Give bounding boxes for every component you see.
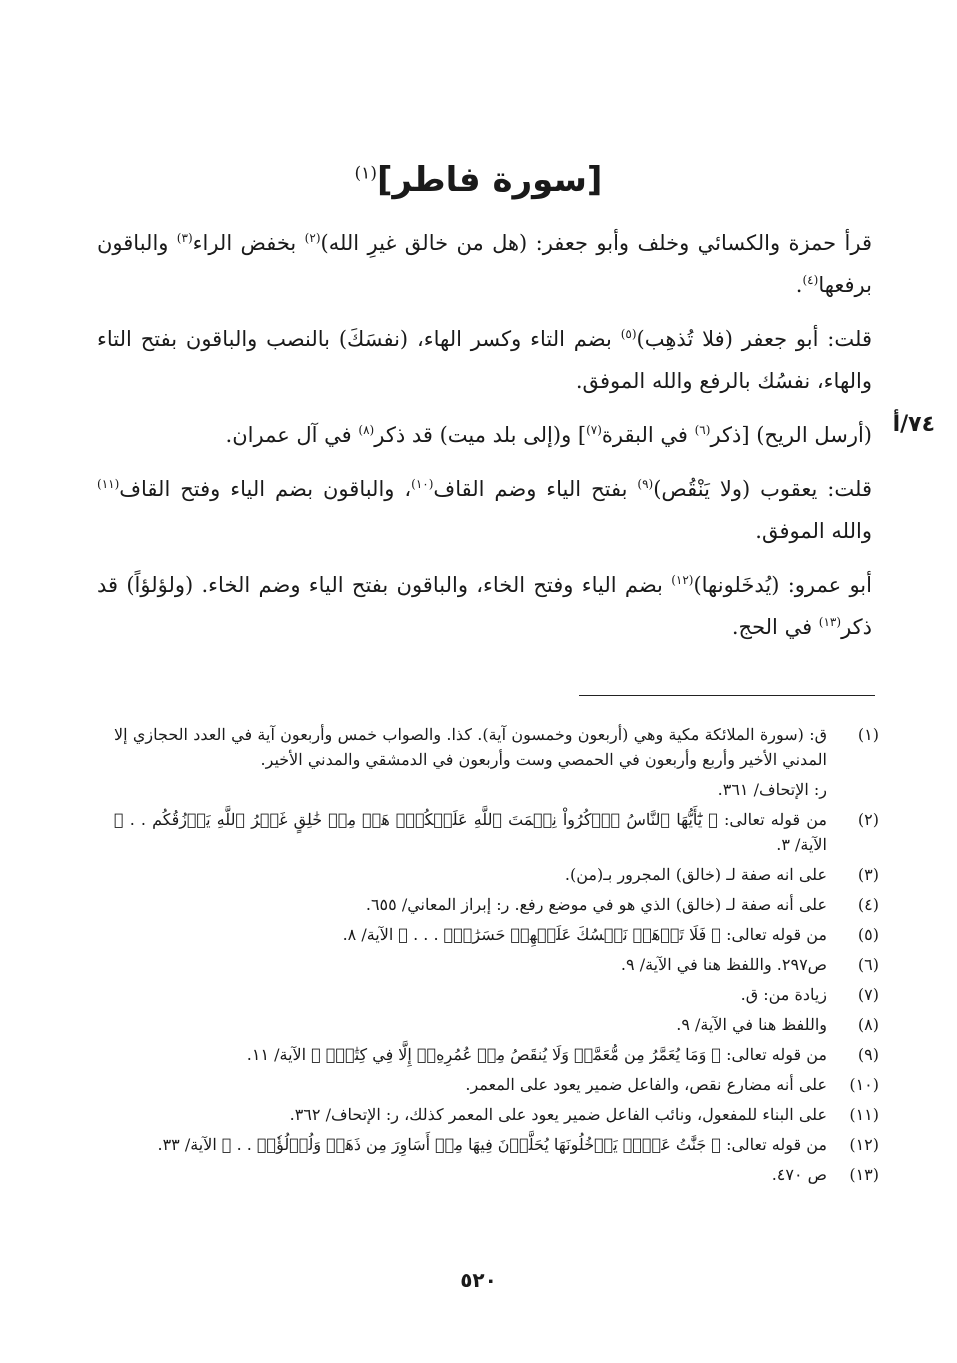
footnote-marker: (١١) — [97, 477, 120, 491]
paragraph-text: بضم التاء وكسر الهاء، (نفسَكَ) بالنصب والباقون بفتح التاء والهاء، نفسُك بالرفع والله الموفق. — [97, 327, 872, 393]
footnote-text: على البناء للمفعول، ونائب الفاعل ضمير يعود على المعمر كذلك، ر: الإتحاف/ ٣٦٢. — [289, 1105, 827, 1124]
footnote-number: (٣) — [857, 865, 879, 884]
footnote-number: (٧) — [857, 985, 879, 1004]
footnote-item — [114, 722, 879, 772]
page-number: ٥٢٠ — [460, 1268, 497, 1292]
footnote-number: (٤) — [857, 895, 879, 914]
footnote-text: من قوله تعالى: ﴿ يَٰٓأَيُّهَا ٱلنَّاسُ ٱذۡكُرُواْ نِعۡمَتَ ٱللَّهِ عَلَيۡكُمۡۚ هَلۡ مِنۡ خَٰلِقٍ غَيۡرُ ٱللَّهِ يَرۡزُقُكُم . . ﴾ الآية/ ٣. — [114, 810, 827, 854]
footnote-marker: (٣) — [176, 231, 193, 245]
title-footnote-marker: (١) — [354, 163, 377, 184]
paragraph-text: بضم الياء وفتح الخاء، والباقون بفتح الياء وضم الخاء. (ولؤلؤاً) قد ذكر — [97, 573, 872, 639]
footnote-number: (١٣) — [849, 1165, 879, 1184]
footnote-marker: (٨) — [358, 423, 375, 437]
footnote-item — [114, 922, 879, 947]
paragraph-text: أبو عمرو: (يُدخَلونها) — [693, 573, 872, 597]
paragraph-text: . — [795, 273, 803, 297]
footnote-number: (١١) — [849, 1105, 879, 1124]
footnote-number: (١٠) — [849, 1075, 879, 1094]
main-text — [97, 222, 872, 660]
footnote-item — [114, 1132, 879, 1157]
footnote-text: زيادة من: ق. — [740, 985, 827, 1004]
footnote-marker: (٢) — [304, 231, 321, 245]
footnote-item — [114, 892, 879, 917]
footnote-item — [114, 1102, 879, 1127]
footnote-number: (٥) — [857, 925, 879, 944]
surah-title-text: [سورة فاطر] — [376, 160, 603, 200]
footnote-divider — [579, 695, 875, 696]
footnote-text: ص ٤٧٠. — [771, 1165, 827, 1184]
footnote-number: (٦) — [857, 955, 879, 974]
paragraph-5 — [97, 564, 872, 648]
footnote-item — [114, 952, 879, 977]
footnote-marker: (١٣) — [818, 615, 842, 629]
footnote-item — [114, 807, 879, 857]
paragraph-3 — [97, 414, 872, 456]
footnote-text: على أنه صفة لـ (خالق) الذي هو في موضع رفع. ر: إبراز المعاني/ ٦٥٥. — [365, 895, 827, 914]
footnote-text: من قوله تعالى: ﴿ وَمَا يُعَمَّرُ مِن مُّعَمَّرٖ وَلَا يُنقَصُ مِنۡ عُمُرِهِۦٓ إِلَّا فِي كِتَٰبٍۚ ﴾ الآية/ ١١. — [246, 1045, 827, 1064]
footnote-item — [114, 1042, 879, 1067]
footnote-text: واللفظ هنا في الآية/ ٩. — [676, 1015, 827, 1034]
paragraph-text: في آل عمران. — [225, 423, 359, 447]
footnote-marker: (٥) — [620, 327, 637, 341]
paragraph-text: والله الموفق. — [755, 519, 872, 543]
paragraph-text: في البقرة — [601, 423, 695, 447]
footnote-item — [114, 982, 879, 1007]
footnote-item — [114, 862, 879, 887]
footnote-text: ص٢٩٧. واللفظ هنا في الآية/ ٩. — [620, 955, 827, 974]
paragraph-text: في الحج. — [731, 615, 819, 639]
footnote-text: من قوله تعالى: ﴿ فَلَا تَذۡهَبۡ نَفۡسُكَ عَلَيۡهِمۡ حَسَرَٰتٍۚ . . . ﴾ الآية/ ٨. — [342, 925, 827, 944]
footnote-marker: (٦) — [694, 423, 711, 437]
paragraph-text: قلت: أبو جعفر (فلا تُذهِب) — [636, 327, 872, 351]
paragraph-text: ] و(إلى بلد ميت) قد ذكر — [374, 423, 587, 447]
footnote-reference: ر: الإتحاف/ ٣٦١. — [717, 780, 827, 799]
footnote-text: على انه صفة لـ (خالق) المجرور بـ(من). — [564, 865, 827, 884]
footnote-text: ق: (سورة الملائكة مكية وهي (أربعون وخمسون آية). كذا. والصواب خمس وأربعون آية في العدد الحجازي إلا المدني الأخير وأربع وأربعون في الحمصي وست وأربعون في الدمشقي والمدني الأخير. — [114, 725, 827, 769]
footnote-marker: (١٢) — [671, 573, 694, 587]
paragraph-4 — [97, 468, 872, 552]
footnote-text: من قوله تعالى: ﴿ جَنَّٰتُ عَدۡنٖ يَدۡخُلُونَهَا يُحَلَّوۡنَ فِيهَا مِنۡ أَسَاوِرَ مِن ذَهَبٖ وَلُؤۡلُؤٗاۖ . . ﴾ الآية/ ٣٣. — [157, 1135, 827, 1154]
footnote-marker: (٤) — [802, 273, 819, 287]
paragraph-text: قلت: يعقوب (ولا يَنْقُص) — [653, 477, 872, 501]
footnote-item — [114, 1162, 879, 1187]
paragraph-text: (أرسل الريح) [ذكر — [710, 423, 872, 447]
footnote-number: (٨) — [857, 1015, 879, 1034]
paragraph-1 — [97, 222, 872, 306]
footnote-marker: (١٠) — [411, 477, 434, 491]
footnote-number: (١٢) — [849, 1135, 879, 1154]
footnote-number: (١) — [857, 725, 879, 744]
manuscript-folio-reference: ٧٤/أ — [892, 412, 935, 437]
footnote-item — [114, 1012, 879, 1037]
footnote-text: على أنه مضارع نقص، والفاعل ضمير يعود على المعمر. — [465, 1075, 827, 1094]
surah-title — [0, 160, 957, 200]
footnotes — [114, 722, 879, 1192]
footnote-number: (٢) — [857, 810, 879, 829]
paragraph-text: قرأ حمزة والكسائي وخلف وأبو جعفر: (هل من خالق غيرِ الله) — [320, 231, 873, 255]
footnote-marker: (٩) — [637, 477, 654, 491]
paragraph-text: والباقون برفعها — [97, 231, 872, 297]
paragraph-text: ، والباقون بضم الياء وفتح القاف — [119, 477, 412, 501]
paragraph-text: بخفض الراء — [192, 231, 305, 255]
footnote-marker: (٧) — [586, 423, 602, 437]
paragraph-2 — [97, 318, 872, 402]
footnote-number: (٩) — [857, 1045, 879, 1064]
footnote-item — [114, 1072, 879, 1097]
paragraph-text: بفتح الياء وضم القاف — [433, 477, 638, 501]
